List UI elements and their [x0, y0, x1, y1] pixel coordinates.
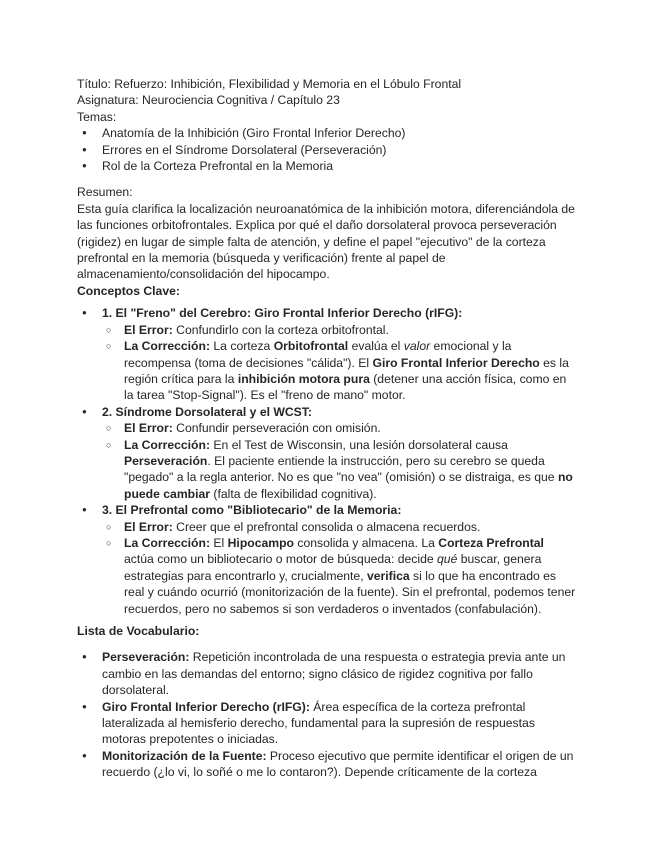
document-title: Título: Refuerzo: Inhibición, Flexibilidad y Memoria en el Lóbulo Frontal: [77, 77, 462, 91]
topic-item: ● Anatomía de la Inhibición (Giro Frontal Inferior Derecho): [77, 125, 577, 141]
vocab-item: ● Perseveración: Repetición incontrolada de una respuesta o estrategia previa ante un cambio en las demandas del entorno; signo clásico de rigidez cognitiva por fallo dorsolateral.: [77, 649, 577, 698]
summary-label: Resumen:: [77, 185, 133, 200]
topic-item: ● Rol de la Corteza Prefrontal en la Memoria: [77, 158, 577, 174]
vocab-item: ● Giro Frontal Inferior Derecho (rIFG): Área específica de la corteza prefrontal lateralizada al hemisferio derecho, fundamental para la supresión de respuestas motoras prepotentes o iniciadas.: [77, 699, 577, 748]
vocab-list: [77, 649, 577, 780]
concept-title: ● 3. El Prefrontal como "Bibliotecario" de la Memoria:: [77, 502, 577, 518]
vocab-item: ● Monitorización de la Fuente: Proceso ejecutivo que permite identificar el origen de un recuerdo (¿lo vi, lo soñé o me lo contaron?). Depende críticamente de la corteza: [77, 748, 577, 781]
concept-error: ○ El Error: Creer que el prefrontal consolida o almacena recuerdos.: [77, 519, 577, 535]
concept-correction: ○ La Corrección: En el Test de Wisconsin, una lesión dorsolateral causa Perseveración. El paciente entiende la instrucción, pero su cerebro se queda "pegado" a la regla anterior. No es que "no vea" (omisión) o se distraiga, es que no puede cambiar (falta de flexibilidad cognitiva).: [77, 437, 577, 503]
summary-text: Esta guía clarifica la localización neuroanatómica de la inhibición motora, diferenciándola de las funciones orbitofrontales. Explica por qué el daño dorsolateral provoca perseveración (rigidez) en lugar de simple falta de atención, y define el papel "ejecutivo" de la corteza prefrontal en la memoria (búsqueda y verificación) frente al papel de almacenamiento/consolidación del hipocampo.: [77, 201, 575, 282]
topics-label: Temas:: [77, 109, 117, 124]
concepts-heading: Conceptos Clave:: [77, 283, 180, 298]
concept-correction: ○ La Corrección: La corteza Orbitofrontal evalúa el valor emocional y la recompensa (toma de decisiones "cálida"). El Giro Frontal Inferior Derecho es la región crítica para la inhibición motora pura (detener una acción física, como en la tarea "Stop-Signal"). Es el "freno de mano" motor.: [77, 338, 577, 404]
concepts-list: [77, 305, 577, 617]
topic-item: ● Errores en el Síndrome Dorsolateral (Perseveración): [77, 142, 577, 158]
concept-title: ● 1. El "Freno" del Cerebro: Giro Frontal Inferior Derecho (rIFG):: [77, 305, 577, 321]
concept-error: ○ El Error: Confundirlo con la corteza orbitofrontal.: [77, 322, 577, 338]
topics-list: [77, 125, 577, 174]
vocab-heading: Lista de Vocabulario:: [77, 624, 200, 638]
concept-correction: ○ La Corrección: El Hipocampo consolida y almacena. La Corteza Prefrontal actúa como un bibliotecario o motor de búsqueda: decide qué buscar, genera estrategias para encontrarlo y, crucialmente, verifica si lo que ha encontrado es real y cuándo ocurrió (monitorización de la fuente). Sin el prefrontal, podemos tener recuerdos, pero no sabemos si son verdaderos o inventados (confabulación).: [77, 535, 577, 617]
concept-title: ● 2. Síndrome Dorsolateral y el WCST:: [77, 404, 577, 420]
document-subject: Asignatura: Neurociencia Cognitiva / Capítulo 23: [77, 93, 340, 108]
document-content: [77, 76, 577, 781]
concept-error: ○ El Error: Confundir perseveración con omisión.: [77, 420, 577, 436]
